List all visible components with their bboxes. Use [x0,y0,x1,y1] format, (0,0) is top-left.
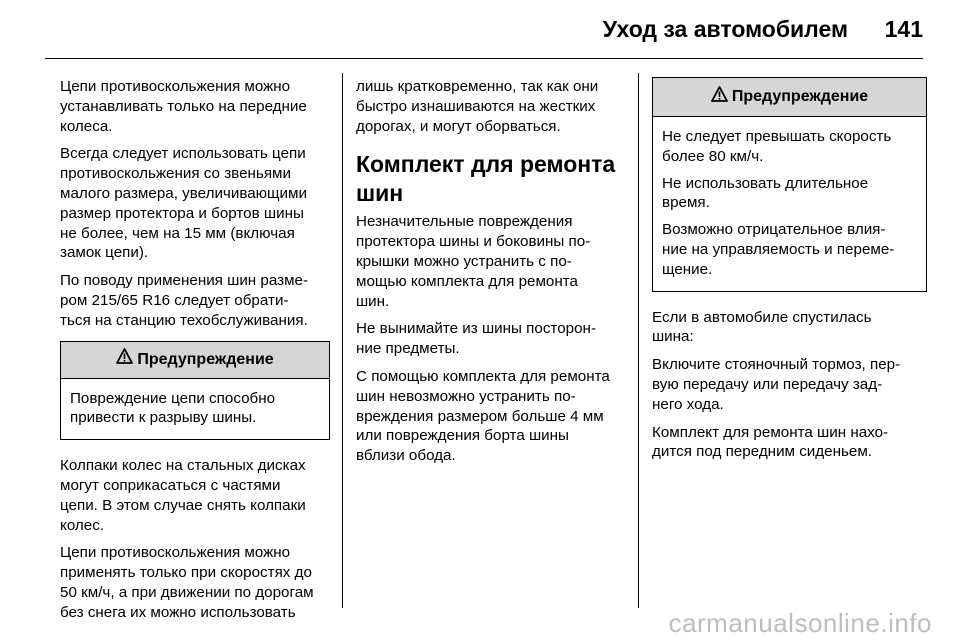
warning-triangle-icon [711,86,728,107]
header-rule [45,58,923,59]
warning-header [653,78,926,117]
warning-box [60,341,330,441]
watermark: carmanualsonline.info [668,608,932,638]
paragraph: Не вынимайте из шины посторон- ние предметы. [356,320,597,358]
page-number: 141 [884,16,923,42]
paragraph: Если в автомобиле спустилась шина: [652,308,872,346]
warning-title: Предупреждение [137,350,274,368]
warning-triangle-icon [116,348,133,369]
paragraph: Цепи противоскольжения можно применять только при скоростях до 50 км/ч, а при движении по дорогам без снега их можно использовать [60,544,314,621]
paragraph: Всегда следует использовать цепи противоскольжения со звеньями малого размера, увеличивающими размер протектора и бортов шины не более, чем на 15 мм (включая замок цепи). [60,145,307,262]
warning-title: Предупреждение [731,88,869,105]
paragraph: Включите стояночный тормоз, пер- вую передачу или передачу зад- него хода. [652,356,901,413]
warning-body [653,117,926,291]
warning-text: Возможно отрицательное влия- ние на управляемость и переме- щение. [662,221,895,278]
paragraph: лишь кратковременно, так как они быстро изнашиваются на жестких дорогах, и могут оборваться. [356,78,599,135]
column-divider-2 [638,73,639,608]
warning-header [61,342,329,379]
warning-box [652,77,927,292]
paragraph: Колпаки колес на стальных дисках могут соприкасаться с частями цепи. В этом случае снять колпаки колес. [60,457,306,534]
paragraph: Комплект для ремонта шин нахо- дится под передним сиденьем. [652,423,889,461]
column-2 [356,77,626,474]
section-heading: Комплект для ремонта шин [356,151,616,207]
warning-text: Не использовать длительное время. [662,174,869,212]
page-header-title: Уход за автомобилем [602,16,848,42]
column-divider-1 [342,73,343,608]
paragraph: Незначительные повреждения протектора шины и боковины по- крышки можно устранить с по- мощью комплекта для ремонта шин. [356,213,591,310]
warning-text: Повреждение цепи способно привести к разрыву шины. [70,389,276,427]
warning-text: Не следует превышать скорость более 80 км/ч. [662,128,892,165]
paragraph: С помощью комплекта для ремонта шин невозможно устранить по- вреждения размером больше 4 мм или повреждения борта шины вблизи обода. [356,367,610,465]
warning-body [61,379,329,440]
paragraph: Цепи противоскольжения можно устанавливать только на передние колеса. [60,78,307,135]
column-1 [60,77,330,631]
column-3 [652,77,927,470]
paragraph: По поводу применения шин разме- ром 215/65 R16 следует обрати- ться на станцию техобслуживания. [60,272,309,329]
